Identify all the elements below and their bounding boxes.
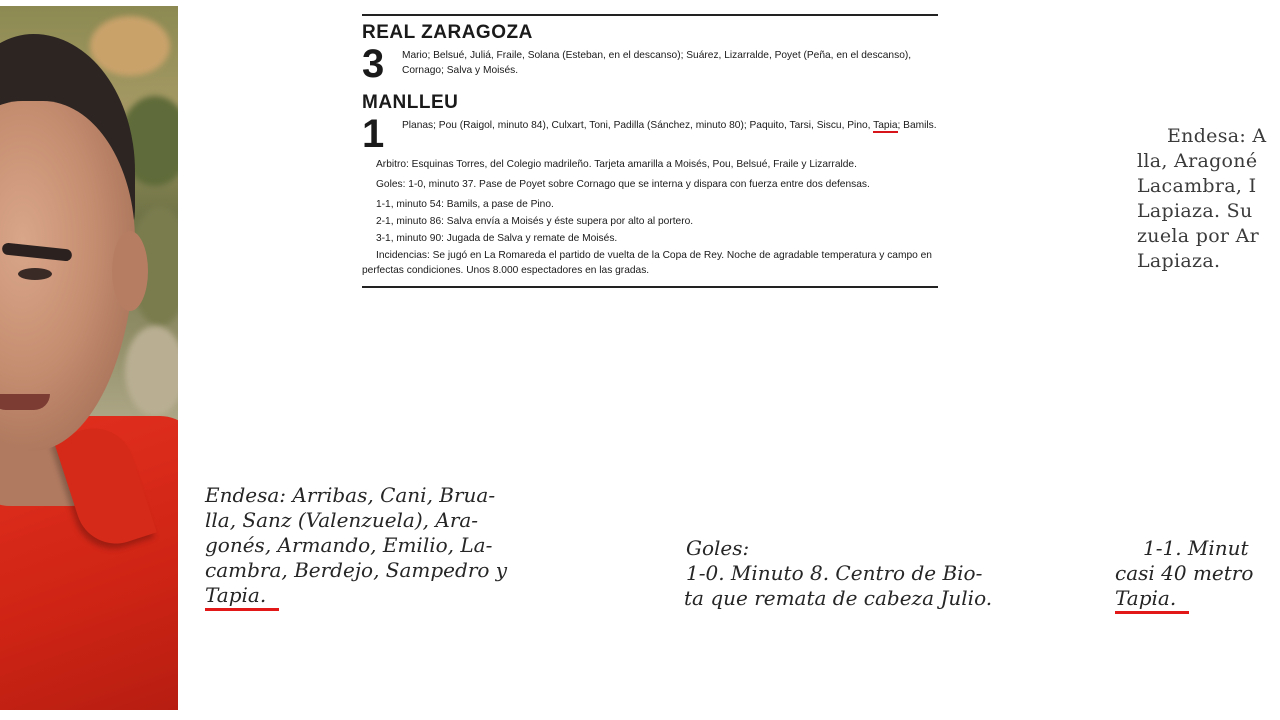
red-underline <box>205 608 279 611</box>
clipping-line: 1-0. Minuto 8. Centro de Bio- <box>686 561 983 585</box>
clipping-line: zuela por Ar <box>1137 225 1260 247</box>
home-lineup: Mario; Belsué, Juliá, Fraile, Solana (Esteban, en el descanso); Suárez, Lizarralde, Poyet (Peña, en el descanso), Cornago; Salva y Moisés. <box>402 50 912 76</box>
ear <box>112 231 148 311</box>
away-team-name: MANLLEU <box>362 92 459 113</box>
highlighted-player-name: Tapia. <box>1115 586 1177 610</box>
top-rule <box>362 14 938 16</box>
goal-paragraph: Goles: 1-0, minuto 37. Pase de Poyet sobre Cornago que se interna y dispara con fuerza entre dos defensas. <box>376 179 870 190</box>
goals-clipping <box>686 536 1056 611</box>
highlighted-name-block <box>205 583 279 611</box>
highlighted-name-block <box>1115 586 1189 614</box>
clipping-line: Endesa: A <box>1167 125 1267 147</box>
match-report-clipping <box>362 14 938 288</box>
clipping-line: Lacambra, I <box>1137 175 1257 197</box>
foliage-blob <box>125 326 178 416</box>
clipping-line: gonés, Armando, Emilio, La- <box>205 533 493 557</box>
clipping-line: Lapiaza. Su <box>1137 200 1253 222</box>
clipping-line: 1-1. Minut <box>1143 536 1249 560</box>
clipping-line: lla, Sanz (Valenzuela), Ara- <box>205 508 479 532</box>
clipping-line: lla, Aragoné <box>1137 150 1258 172</box>
cropped-lineup-clipping <box>1137 124 1280 274</box>
home-score: 3 <box>362 42 385 86</box>
away-score: 1 <box>362 112 385 156</box>
away-lineup-text-end: ; Bamils. <box>897 120 937 131</box>
foliage-blob <box>90 16 170 76</box>
incidents-paragraph: Incidencias: Se jugó en La Romareda el partido de vuelta de la Copa de Rey. Noche de agradable temperatura y campo en perfectas condiciones. Unos 8.000 espectadores en las gradas. <box>362 250 932 276</box>
bottom-rule <box>362 286 938 288</box>
referee-paragraph: Arbitro: Esquinas Torres, del Colegio madrileño. Tarjeta amarilla a Moisés, Pou, Belsué, Fraile y Lizarralde. <box>376 159 857 170</box>
away-lineup <box>402 116 937 133</box>
clipping-line: Endesa: Arribas, Cani, Brua- <box>205 483 496 507</box>
goal-paragraph: 2-1, minuto 86: Salva envía a Moisés y éste supera por alto al portero. <box>376 216 694 227</box>
clipping-line: Lapiaza. <box>1137 250 1221 272</box>
goal-paragraph: 1-1, minuto 54: Bamils, a pase de Pino. <box>376 199 554 210</box>
clipping-line: casi 40 metro <box>1115 561 1254 585</box>
goal-paragraph: 3-1, minuto 90: Jugada de Salva y remate de Moisés. <box>376 233 618 244</box>
lineup-clipping <box>205 483 600 611</box>
red-underline <box>1115 611 1189 614</box>
clipping-line: cambra, Berdejo, Sampedro y <box>205 558 508 582</box>
clipping-line: Goles: <box>686 536 750 560</box>
highlighted-player-name: Tapia <box>873 120 898 131</box>
eye <box>18 268 52 280</box>
tapia-goal-clipping <box>1115 536 1280 614</box>
home-team-name: REAL ZARAGOZA <box>362 22 533 43</box>
home-lineup-block <box>362 42 938 86</box>
clipping-line: ta que remata de cabeza Julio. <box>684 586 993 610</box>
away-lineup-text: Planas; Pou (Raigol, minuto 84), Culxart, Toni, Padilla (Sánchez, minuto 80); Paquito, Tarsi, Siscu, Pino, <box>402 120 874 131</box>
away-lineup-block <box>362 112 938 156</box>
highlighted-player-name: Tapia. <box>205 583 267 607</box>
portrait-photo <box>0 6 178 710</box>
